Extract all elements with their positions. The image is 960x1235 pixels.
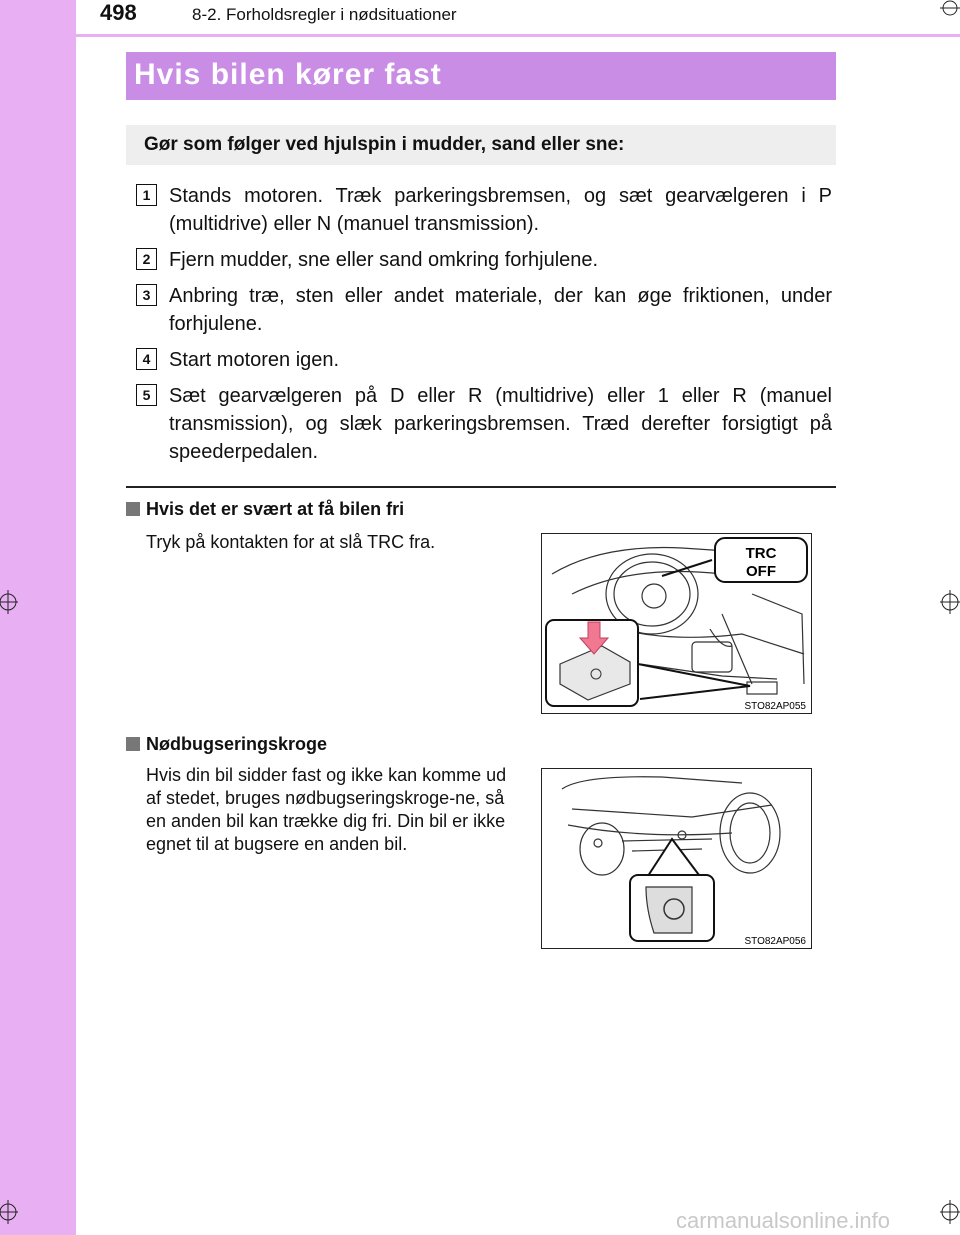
note-text-trc: Tryk på kontakten for at slå TRC fra.: [146, 532, 436, 552]
page-number: 498: [100, 0, 137, 25]
step-text: Fjern mudder, sne eller sand omkring forhjulene.: [169, 249, 599, 271]
callout-trc: TRC: [745, 545, 777, 562]
step-number: 3: [136, 284, 157, 306]
step-text: Stands motoren. Træk parkeringsbremsen, og sæt gearvælgeren i P (multidrive) eller N (manuel transmission).: [169, 185, 832, 235]
note-text-towing: Hvis din bil sidder fast og ikke kan komme ud af stedet, bruges nødbugseringskroge-ne, så en anden bil kan trække dig fri. Din bil er ikke egnet til at bugsere en anden bil.: [146, 765, 507, 854]
figure-code: STO82AP056: [744, 936, 806, 947]
note-heading-text: Hvis det er svært at få bilen fri: [146, 499, 405, 519]
footer-watermark: carmanualsonline.info: [676, 1208, 891, 1233]
step-number: 4: [136, 348, 157, 370]
step-text: Sæt gearvælgeren på D eller R (multidrive) eller 1 eller R (manuel transmission), og slæk parkeringsbremsen. Træd derefter forsigtigt på speederpedalen.: [169, 385, 832, 463]
page-title: Hvis bilen kører fast: [134, 58, 442, 91]
step-number: 1: [136, 184, 157, 206]
section-header: 8-2. Forholdsregler i nødsituationer: [192, 5, 457, 24]
step-text: Start motoren igen.: [169, 349, 340, 371]
figure-code: STO82AP055: [744, 701, 806, 712]
step-number: 2: [136, 248, 157, 270]
step-text: Anbring træ, sten eller andet materiale, der kan øge friktionen, under forhjulene.: [169, 285, 832, 335]
callout-off: OFF: [746, 563, 776, 580]
note-heading-text: Nødbugseringskroge: [146, 734, 328, 754]
step-number: 5: [136, 384, 157, 406]
intro-text: Gør som følger ved hjulspin i mudder, sand eller sne:: [144, 134, 625, 155]
